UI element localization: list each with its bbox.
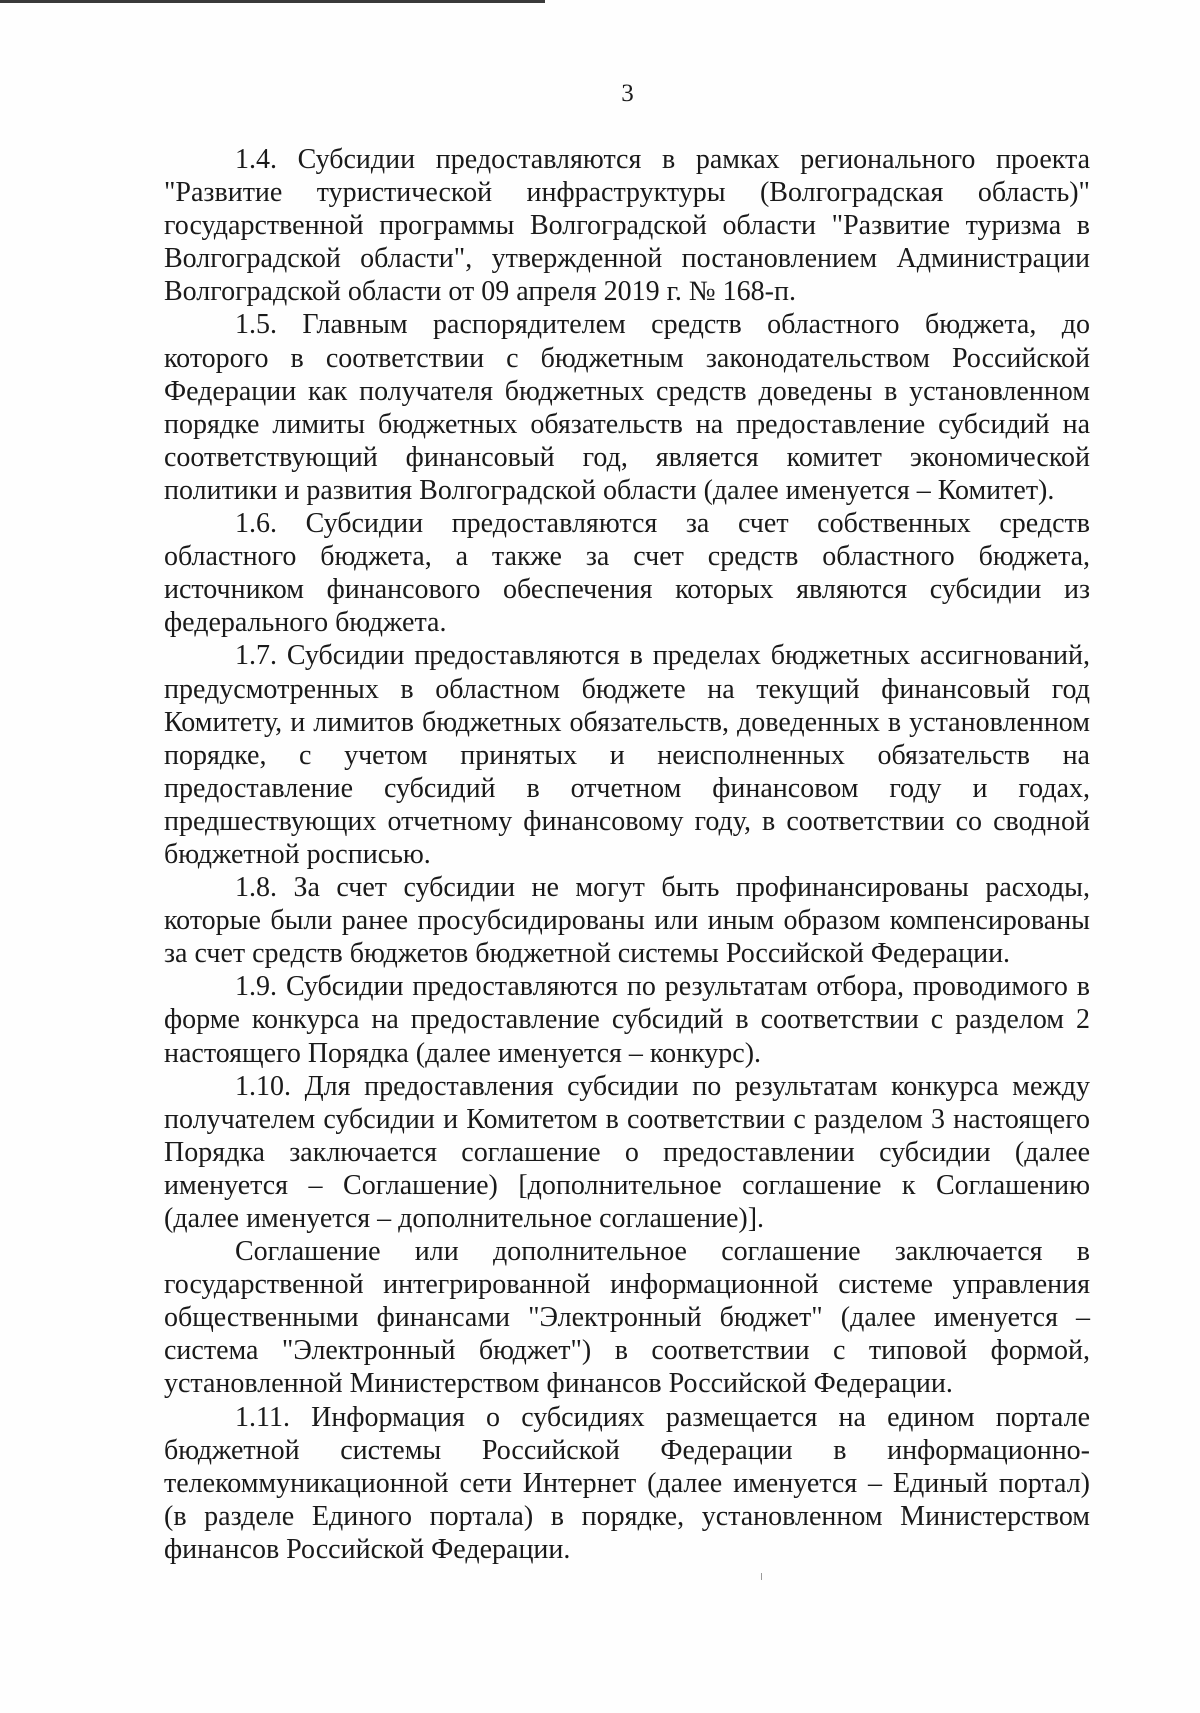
paragraph-1-10: 1.10. Для предоставления субсидии по результатам конкурса между получателем субсидии и Комитетом в соответствии с разделом 3 настоящего Порядка заключается соглашение о предоставлении субсидии (далее именуется – Соглашение) [дополнительное соглашение к Соглашению (далее именуется – дополнительное соглашение)].	[164, 1070, 1090, 1234]
scan-mark	[761, 1573, 762, 1580]
page-number: 3	[621, 80, 634, 107]
document-body	[164, 143, 1090, 1566]
paragraph-1-11: 1.11. Информация о субсидиях размещается на едином портале бюджетной системы Российской Федерации в информационно-телекоммуникационной сети Интернет (далее именуется – Единый портал) (в разделе Единого портала) в порядке, установленном Министерством финансов Российской Федерации.	[164, 1401, 1090, 1565]
paragraph-1-7: 1.7. Субсидии предоставляются в пределах бюджетных ассигнований, предусмотренных в областном бюджете на текущий финансовый год Комитету, и лимитов бюджетных обязательств, доведенных в установленном порядке, с учетом принятых и неисполненных обязательств на предоставление субсидий в отчетном финансовом году и годах, предшествующих отчетному финансовому году, в соответствии со сводной бюджетной росписью.	[164, 640, 1090, 870]
top-rule	[0, 0, 545, 3]
paragraph-1-9: 1.9. Субсидии предоставляются по результатам отбора, проводимого в форме конкурса на предоставление субсидий в соответствии с разделом 2 настоящего Порядка (далее именуется – конкурс).	[164, 971, 1090, 1069]
paragraph-1-6: 1.6. Субсидии предоставляются за счет собственных средств областного бюджета, а также за счет средств областного бюджета, источником финансового обеспечения которых являются субсидии из федерального бюджета.	[164, 508, 1090, 639]
paragraph-1-8: 1.8. За счет субсидии не могут быть профинансированы расходы, которые были ранее просубсидированы или иным образом компенсированы за счет средств бюджетов бюджетной системы Российской Федерации.	[164, 872, 1090, 970]
paragraph-1-4: 1.4. Субсидии предоставляются в рамках регионального проекта "Развитие туристической инфраструктуры (Волгоградская область)" государственной программы Волгоградской области "Развитие туризма в Волгоградской области", утвержденной постановлением Администрации Волгоградской области от 09 апреля 2019 г. № 168-п.	[164, 144, 1090, 308]
paragraph-1-5: 1.5. Главным распорядителем средств областного бюджета, до которого в соответствии с бюджетным законодательством Российской Федерации как получателя бюджетных средств доведены в установленном порядке лимиты бюджетных обязательств на предоставление субсидий на соответствующий финансовый год, является комитет экономической политики и развития Волгоградской области (далее именуется – Комитет).	[164, 309, 1090, 506]
paragraph-1-10-agreement: Соглашение или дополнительное соглашение заключается в государственной интегрированной информационной системе управления общественными финансами "Электронный бюджет" (далее именуется – система "Электронный бюджет") в соответствии с типовой формой, установленной Министерством финансов Российской Федерации.	[164, 1236, 1090, 1400]
